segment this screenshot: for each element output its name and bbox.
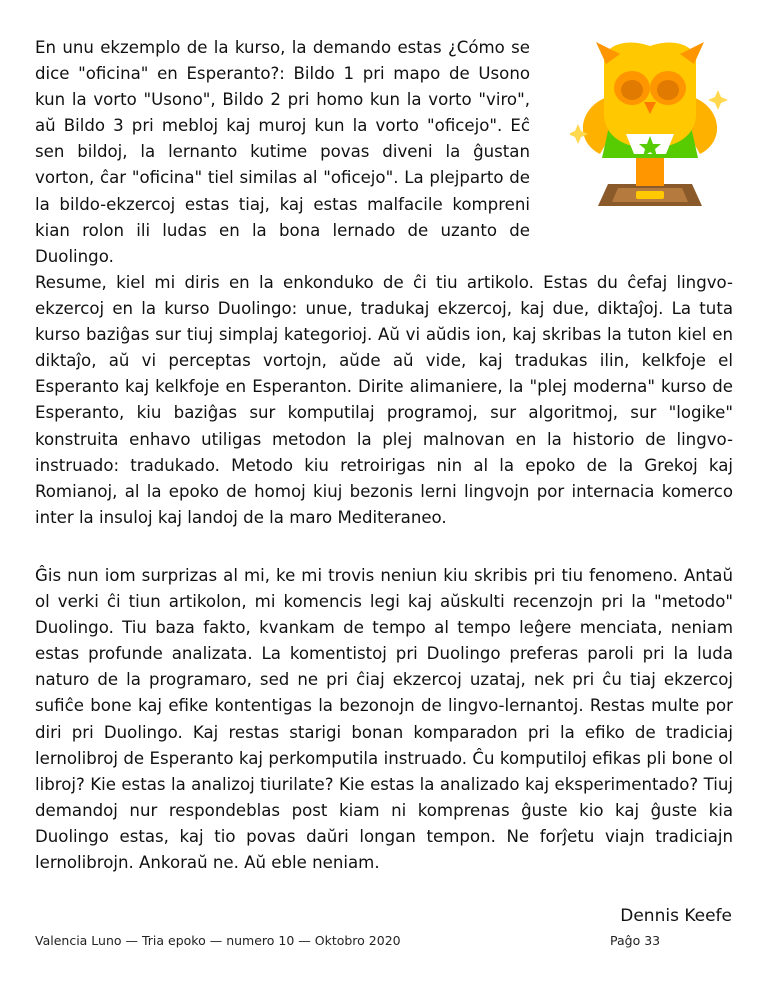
article-paragraph-1: En unu ekzemplo de la kurso, la demando estas ¿Cómo se dice "oficina" en Esperanto?: Bildo 1 pri mapo de Usono kun la vorto "Usono", Bildo 2 pri homo kun la vorto "viro", aŭ Bildo 3 pri mebloj kaj muroj kun la vorto "oficejo". Eĉ sen bildoj, la lernanto kutime povas diveni la ĝustan vorton, ĉar "oficina" tiel similas al "oficejo". La plejparto de la bildo-ekzercoj estas tiaj, kaj estas malfacile kompreni kian rolon ili ludas en la bona lernado de uzanto de Duolingo. [35,38,530,266]
article-paragraph-2: Resume, kiel mi diris en la enkonduko de ĉi tiu artikolo. Estas du ĉefaj lingvo-ekzercoj en la kurso Duolingo: unue, tradukaj ekzercoj, kaj due, diktaĵoj. La tuta kurso baziĝas sur tiuj simplaj kategorioj. Aŭ vi aŭdis ion, kaj skribas la tuton kiel en diktaĵo, aŭ vi perceptas vortojn, aŭde aŭ vide, kaj tradukas ilin, kelkfoje el Esperanto kaj kelkfoje en Esperanton. Dirite alimaniere, la "plej moderna" kurso de Esperanto, kiu baziĝas sur komputilaj programoj, sur algoritmoj, sur "logike" konstruita enhavo utiligas metodon la plej malnovan en la historio de lingvo-instruado: tradukado. Metodo kiu retroirigas nin al la epoko de la Grekoj kaj Romianoj, al la epoko de homoj kiuj bezonis lerni lingvojn por internacia komerco inter la insuloj kaj landoj de la maro Mediteraneo. [35,273,733,527]
footer-publication: Valencia Luno — Tria epoko — numero 10 — Oktobro 2020 [35,933,401,948]
footer-page-number: Paĝo 33 [610,933,661,948]
article-paragraph-3: Ĝis nun iom surprizas al mi, ke mi trovis neniun kiu skribis pri tiu fenomeno. Antaŭ ol verki ĉi tiun artikolon, mi komencis legi kaj aŭskulti recenzojn pri la "metodo" Duolingo. Tiu baza fakto, kvankam de tempo al tempo leĝere menciata, neniam estas profunde analizata. La komentistoj pri Duolingo preferas paroli pri la luda naturo de la programaro, sed ne pri ĉiaj ekzercoj uzataj, nek pri ĉu tiaj ekzercoj sufiĉe bone kaj efike kontentigas la bezonojn de lingvo-lernantoj. Restas multe por diri pri Duolingo. Kaj restas starigi bonan komparadon pri la efiko de tradiciaj lernolibroj de Esperanto kaj perkomputila instruado. Ĉu komputiloj efikas pli bone ol libroj? Kie estas la analizoj tiurilate? Kie estas la analizado kaj eksperimentado? Tiuj demandoj nur respondeblas post kiam ni komprenas ĝuste kio kaj ĝuste kia Duolingo estas, kaj tio povas daŭri longan tempon. Ne forĵetu viajn tradiciajn lernolibrojn. Ankoraŭ ne. Aŭ eble neniam. [35,566,733,873]
author-signature: Dennis Keefe [620,906,732,926]
duolingo-owl-trophy-icon [570,36,730,216]
